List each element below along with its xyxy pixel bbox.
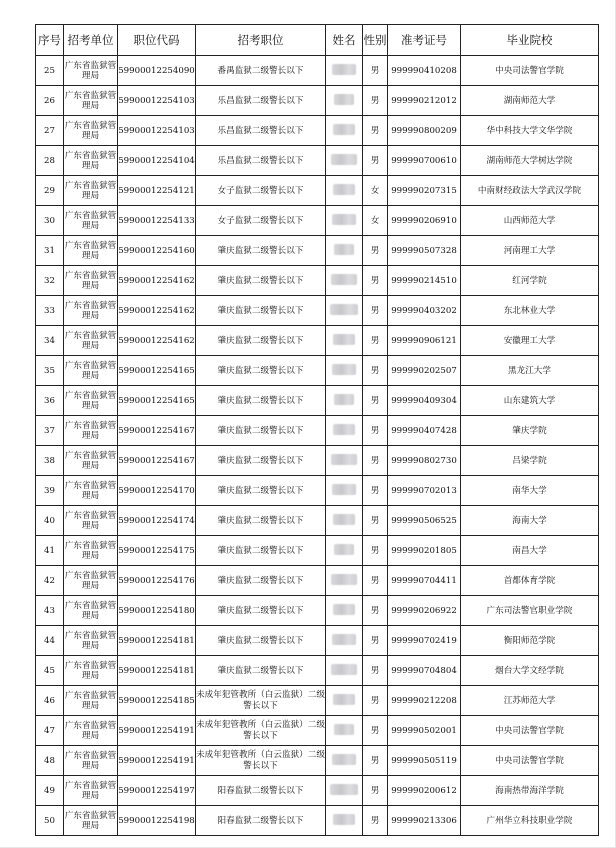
row-ticket: 999990409304: [388, 386, 461, 416]
row-school: 安徽理工大学: [461, 326, 599, 356]
row-position: 乐昌监狱二级警长以下: [196, 116, 326, 146]
row-position: 女子监狱二级警长以下: [196, 176, 326, 206]
row-code: 59900012254103: [118, 86, 196, 116]
row-unit: 广东省监狱管理局: [64, 356, 118, 386]
row-seq: 49: [36, 776, 64, 806]
row-school: 山西师范大学: [461, 206, 599, 236]
table-row: [36, 206, 599, 236]
table-row: [36, 236, 599, 266]
row-ticket: 999990704804: [388, 656, 461, 686]
row-seq: 32: [36, 266, 64, 296]
row-name: [326, 116, 363, 146]
row-name: [326, 686, 363, 716]
row-ticket: 999990201805: [388, 536, 461, 566]
row-gender: 男: [363, 506, 388, 536]
redacted-name: [333, 124, 355, 135]
row-position: 肇庆监狱二级警长以下: [196, 386, 326, 416]
row-gender: 女: [363, 206, 388, 236]
row-name: [326, 566, 363, 596]
row-gender: 男: [363, 386, 388, 416]
row-unit: 广东省监狱管理局: [64, 416, 118, 446]
row-position: 乐昌监狱二级警长以下: [196, 86, 326, 116]
row-ticket: 999990212012: [388, 86, 461, 116]
redacted-name: [332, 634, 356, 645]
row-ticket: 999990505119: [388, 746, 461, 776]
row-school: 黑龙江大学: [461, 356, 599, 386]
row-position: 女子监狱二级警长以下: [196, 206, 326, 236]
row-code: 59900012254090: [118, 56, 196, 86]
row-name: [326, 626, 363, 656]
row-school: 衡阳师范学院: [461, 626, 599, 656]
row-unit: 广东省监狱管理局: [64, 716, 118, 746]
row-unit: 广东省监狱管理局: [64, 596, 118, 626]
row-code: 59900012254162: [118, 296, 196, 326]
row-ticket: 999990507328: [388, 236, 461, 266]
row-seq: 25: [36, 56, 64, 86]
header-name: 姓名: [326, 25, 363, 56]
redacted-name: [331, 574, 357, 585]
row-school: 红河学院: [461, 266, 599, 296]
row-position: 肇庆监狱二级警长以下: [196, 296, 326, 326]
row-code: 59900012254174: [118, 506, 196, 536]
redacted-name: [332, 64, 356, 75]
header-seq: 序号: [36, 25, 64, 56]
table-row: [36, 476, 599, 506]
row-seq: 28: [36, 146, 64, 176]
row-position: 肇庆监狱二级警长以下: [196, 446, 326, 476]
row-gender: 男: [363, 596, 388, 626]
row-gender: 男: [363, 626, 388, 656]
row-seq: 43: [36, 596, 64, 626]
row-unit: 广东省监狱管理局: [64, 536, 118, 566]
row-gender: 男: [363, 536, 388, 566]
row-school: 广州华立科技职业学院: [461, 806, 599, 836]
row-ticket: 999990906121: [388, 326, 461, 356]
row-name: [326, 56, 363, 86]
row-ticket: 999990212208: [388, 686, 461, 716]
row-ticket: 999990403202: [388, 296, 461, 326]
row-name: [326, 476, 363, 506]
header-code: 职位代码: [118, 25, 196, 56]
row-name: [326, 506, 363, 536]
row-unit: 广东省监狱管理局: [64, 686, 118, 716]
row-gender: 男: [363, 416, 388, 446]
row-name: [326, 206, 363, 236]
row-seq: 27: [36, 116, 64, 146]
redacted-name: [334, 244, 354, 255]
row-name: [326, 776, 363, 806]
row-position: 番禺监狱二级警长以下: [196, 56, 326, 86]
row-school: 海南热带海洋学院: [461, 776, 599, 806]
row-position: 肇庆监狱二级警长以下: [196, 626, 326, 656]
redacted-name: [334, 544, 354, 555]
redacted-name: [330, 304, 358, 315]
header-school: 毕业院校: [461, 25, 599, 56]
table-row: [36, 86, 599, 116]
row-name: [326, 146, 363, 176]
row-ticket: 999990506525: [388, 506, 461, 536]
row-seq: 41: [36, 536, 64, 566]
row-gender: 男: [363, 656, 388, 686]
row-seq: 30: [36, 206, 64, 236]
row-seq: 48: [36, 746, 64, 776]
row-code: 59900012254165: [118, 386, 196, 416]
row-position: 肇庆监狱二级警长以下: [196, 536, 326, 566]
row-position: 肇庆监狱二级警长以下: [196, 656, 326, 686]
table-row: [36, 266, 599, 296]
row-school: 南昌大学: [461, 536, 599, 566]
row-unit: 广东省监狱管理局: [64, 776, 118, 806]
redacted-name: [330, 784, 358, 795]
row-unit: 广东省监狱管理局: [64, 746, 118, 776]
row-seq: 40: [36, 506, 64, 536]
header-gender: 性别: [363, 25, 388, 56]
redacted-name: [334, 394, 354, 405]
redacted-name: [333, 814, 355, 825]
row-school: 中央司法警官学院: [461, 746, 599, 776]
redacted-name: [333, 604, 355, 615]
row-gender: 男: [363, 356, 388, 386]
row-position: 肇庆监狱二级警长以下: [196, 476, 326, 506]
row-code: 59900012254104: [118, 146, 196, 176]
redacted-name: [334, 94, 354, 105]
row-gender: 男: [363, 566, 388, 596]
row-seq: 26: [36, 86, 64, 116]
row-ticket: 999990700610: [388, 146, 461, 176]
row-school: 华中科技大学文华学院: [461, 116, 599, 146]
row-unit: 广东省监狱管理局: [64, 86, 118, 116]
table-row: [36, 506, 599, 536]
row-position: 肇庆监狱二级警长以下: [196, 566, 326, 596]
table-row: [36, 176, 599, 206]
row-seq: 29: [36, 176, 64, 206]
row-seq: 42: [36, 566, 64, 596]
row-seq: 35: [36, 356, 64, 386]
row-school: 烟台大学文经学院: [461, 656, 599, 686]
row-unit: 广东省监狱管理局: [64, 476, 118, 506]
row-position: 肇庆监狱二级警长以下: [196, 506, 326, 536]
table-row: [36, 536, 599, 566]
row-name: [326, 86, 363, 116]
row-unit: 广东省监狱管理局: [64, 146, 118, 176]
redacted-name: [331, 274, 357, 285]
row-name: [326, 356, 363, 386]
row-code: 59900012254170: [118, 476, 196, 506]
row-name: [326, 296, 363, 326]
row-seq: 38: [36, 446, 64, 476]
row-name: [326, 176, 363, 206]
row-code: 59900012254181: [118, 626, 196, 656]
row-code: 59900012254181: [118, 656, 196, 686]
row-school: 湖南师范大学树达学院: [461, 146, 599, 176]
table-row: [36, 566, 599, 596]
row-name: [326, 656, 363, 686]
row-school: 中央司法警官学院: [461, 56, 599, 86]
row-gender: 女: [363, 176, 388, 206]
row-school: 湖南师范大学: [461, 86, 599, 116]
row-unit: 广东省监狱管理局: [64, 56, 118, 86]
row-unit: 广东省监狱管理局: [64, 386, 118, 416]
table-row: [36, 806, 599, 836]
row-code: 59900012254191: [118, 716, 196, 746]
redacted-name: [332, 484, 356, 495]
row-code: 59900012254180: [118, 596, 196, 626]
row-unit: 广东省监狱管理局: [64, 656, 118, 686]
row-name: [326, 806, 363, 836]
row-seq: 46: [36, 686, 64, 716]
row-gender: 男: [363, 806, 388, 836]
redacted-name: [331, 154, 357, 165]
row-name: [326, 266, 363, 296]
row-name: [326, 446, 363, 476]
table-row: [36, 296, 599, 326]
row-name: [326, 326, 363, 356]
row-unit: 广东省监狱管理局: [64, 176, 118, 206]
redacted-name: [334, 724, 354, 735]
row-code: 59900012254167: [118, 446, 196, 476]
table-row: [36, 56, 599, 86]
row-code: 59900012254167: [118, 416, 196, 446]
row-school: 江苏师范大学: [461, 686, 599, 716]
table-row: [36, 116, 599, 146]
row-school: 东北林业大学: [461, 296, 599, 326]
table-row: [36, 656, 599, 686]
candidate-table: [35, 24, 599, 836]
row-code: 59900012254162: [118, 326, 196, 356]
row-gender: 男: [363, 146, 388, 176]
row-unit: 广东省监狱管理局: [64, 206, 118, 236]
row-school: 河南理工大学: [461, 236, 599, 266]
row-school: 首都体育学院: [461, 566, 599, 596]
table-row: [36, 356, 599, 386]
row-position: 未成年犯管教所（白云监狱）二级警长以下: [196, 716, 326, 746]
row-gender: 男: [363, 326, 388, 356]
table-row: [36, 596, 599, 626]
redacted-name: [333, 334, 355, 345]
table-header-row: [36, 25, 599, 56]
row-unit: 广东省监狱管理局: [64, 806, 118, 836]
row-code: 59900012254176: [118, 566, 196, 596]
row-school: 海南大学: [461, 506, 599, 536]
row-ticket: 999990704411: [388, 566, 461, 596]
row-seq: 37: [36, 416, 64, 446]
row-code: 59900012254165: [118, 356, 196, 386]
row-school: 吕梁学院: [461, 446, 599, 476]
row-name: [326, 236, 363, 266]
row-name: [326, 746, 363, 776]
row-gender: 男: [363, 116, 388, 146]
header-ticket: 准考证号: [388, 25, 461, 56]
row-ticket: 999990206910: [388, 206, 461, 236]
row-ticket: 999990702419: [388, 626, 461, 656]
row-unit: 广东省监狱管理局: [64, 266, 118, 296]
row-unit: 广东省监狱管理局: [64, 506, 118, 536]
row-ticket: 999990802730: [388, 446, 461, 476]
row-code: 59900012254198: [118, 806, 196, 836]
row-position: 阳春监狱二级警长以下: [196, 806, 326, 836]
row-gender: 男: [363, 476, 388, 506]
row-seq: 34: [36, 326, 64, 356]
row-seq: 31: [36, 236, 64, 266]
redacted-name: [331, 664, 357, 675]
row-ticket: 999990200612: [388, 776, 461, 806]
row-ticket: 999990207315: [388, 176, 461, 206]
row-ticket: 999990214510: [388, 266, 461, 296]
row-name: [326, 386, 363, 416]
row-position: 肇庆监狱二级警长以下: [196, 326, 326, 356]
redacted-name: [332, 214, 356, 225]
table-row: [36, 326, 599, 356]
table-row: [36, 686, 599, 716]
row-unit: 广东省监狱管理局: [64, 296, 118, 326]
row-gender: 男: [363, 56, 388, 86]
row-unit: 广东省监狱管理局: [64, 446, 118, 476]
row-unit: 广东省监狱管理局: [64, 626, 118, 656]
row-name: [326, 596, 363, 626]
table-row: [36, 416, 599, 446]
row-unit: 广东省监狱管理局: [64, 326, 118, 356]
row-name: [326, 536, 363, 566]
redacted-name: [332, 364, 356, 375]
row-name: [326, 416, 363, 446]
table-row: [36, 716, 599, 746]
row-gender: 男: [363, 776, 388, 806]
row-seq: 50: [36, 806, 64, 836]
row-ticket: 999990202507: [388, 356, 461, 386]
row-gender: 男: [363, 296, 388, 326]
row-position: 肇庆监狱二级警长以下: [196, 266, 326, 296]
row-code: 59900012254160: [118, 236, 196, 266]
row-gender: 男: [363, 86, 388, 116]
row-seq: 33: [36, 296, 64, 326]
row-ticket: 999990213306: [388, 806, 461, 836]
row-gender: 男: [363, 236, 388, 266]
row-position: 肇庆监狱二级警长以下: [196, 596, 326, 626]
row-unit: 广东省监狱管理局: [64, 116, 118, 146]
row-position: 肇庆监狱二级警长以下: [196, 356, 326, 386]
row-position: 阳春监狱二级警长以下: [196, 776, 326, 806]
row-code: 59900012254103: [118, 116, 196, 146]
row-code: 59900012254121: [118, 176, 196, 206]
row-name: [326, 716, 363, 746]
row-unit: 广东省监狱管理局: [64, 566, 118, 596]
row-code: 59900012254175: [118, 536, 196, 566]
row-position: 肇庆监狱二级警长以下: [196, 416, 326, 446]
row-code: 59900012254185: [118, 686, 196, 716]
table-row: [36, 446, 599, 476]
row-school: 南华大学: [461, 476, 599, 506]
row-code: 59900012254133: [118, 206, 196, 236]
row-position: 肇庆监狱二级警长以下: [196, 236, 326, 266]
redacted-name: [333, 694, 355, 705]
row-ticket: 999990407428: [388, 416, 461, 446]
row-school: 肇庆学院: [461, 416, 599, 446]
row-school: 山东建筑大学: [461, 386, 599, 416]
row-ticket: 999990410208: [388, 56, 461, 86]
row-seq: 47: [36, 716, 64, 746]
redacted-name: [333, 184, 355, 195]
row-gender: 男: [363, 446, 388, 476]
table-row: [36, 386, 599, 416]
row-unit: 广东省监狱管理局: [64, 236, 118, 266]
row-seq: 36: [36, 386, 64, 416]
row-gender: 男: [363, 686, 388, 716]
row-ticket: 999990206922: [388, 596, 461, 626]
table-row: [36, 776, 599, 806]
header-position: 招考职位: [196, 25, 326, 56]
table-row: [36, 146, 599, 176]
header-unit: 招考单位: [64, 25, 118, 56]
row-gender: 男: [363, 746, 388, 776]
row-position: 未成年犯管教所（白云监狱）二级警长以下: [196, 686, 326, 716]
row-seq: 44: [36, 626, 64, 656]
row-ticket: 999990502001: [388, 716, 461, 746]
row-school: 中央司法警官学院: [461, 716, 599, 746]
table-row: [36, 746, 599, 776]
row-school: 中南财经政法大学武汉学院: [461, 176, 599, 206]
row-seq: 45: [36, 656, 64, 686]
row-ticket: 999990702013: [388, 476, 461, 506]
row-code: 59900012254162: [118, 266, 196, 296]
redacted-name: [333, 424, 355, 435]
row-code: 59900012254197: [118, 776, 196, 806]
row-school: 广东司法警官职业学院: [461, 596, 599, 626]
table-row: [36, 626, 599, 656]
row-ticket: 999990800209: [388, 116, 461, 146]
row-seq: 39: [36, 476, 64, 506]
row-code: 59900012254191: [118, 746, 196, 776]
row-position: 未成年犯管教所（白云监狱）二级警长以下: [196, 746, 326, 776]
row-gender: 男: [363, 716, 388, 746]
redacted-name: [333, 514, 355, 525]
redacted-name: [331, 454, 357, 465]
row-position: 乐昌监狱二级警长以下: [196, 146, 326, 176]
redacted-name: [332, 754, 356, 765]
row-gender: 男: [363, 266, 388, 296]
